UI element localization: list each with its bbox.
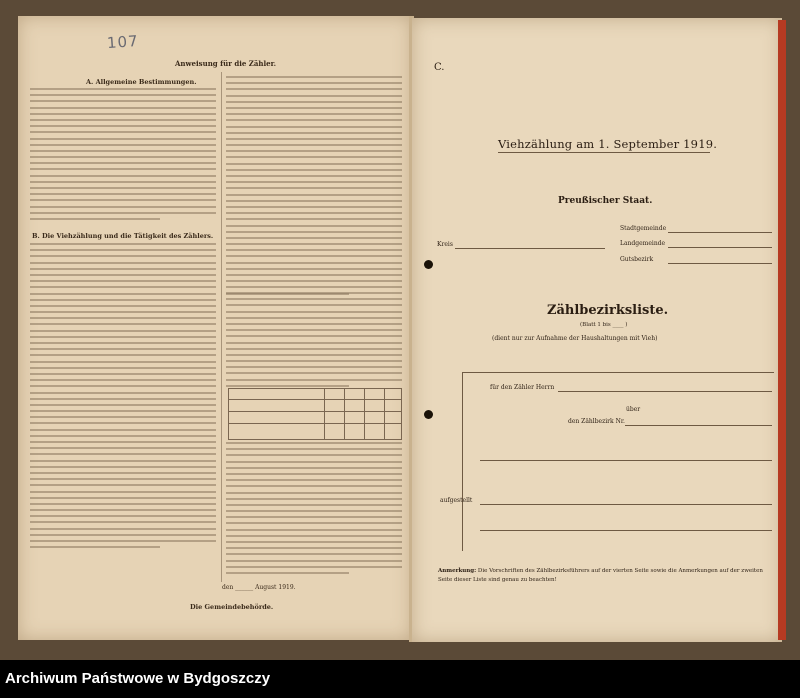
blank-line-3 [480,530,772,531]
livestock-table [228,388,402,440]
signature-municipality: Die Gemeindebehörde. [190,603,274,611]
left-column-text-top [30,88,216,224]
punch-hole-top [424,260,433,269]
remark-text: Die Vorschriften des Zählbezirksführers auf der vierten Seite sowie die Anmerkungen auf der zweiten Seite dieser Liste sind genau zu beachten! [438,568,763,583]
section-b-heading: B. Die Viehzählung und die Tätigkeit des Zählers. [32,232,214,240]
archive-name: Archiwum Państwowe w Bydgoszczy [5,670,271,687]
remark-label: Anmerkung: [438,568,477,574]
handwritten-number: 107 [106,31,140,53]
left-column-text-bottom [30,243,216,552]
kreis-label: Kreis [437,241,453,248]
right-column-text-bottom [226,442,402,578]
list-title: Zählbezirksliste. [547,303,669,318]
remark-note [438,567,778,585]
sheet-number: (Blatt 1 bis ____ ) [580,322,628,328]
district-number-line [625,425,772,426]
right-column-text-mid [226,292,402,391]
archive-footer [0,660,800,698]
enumerator-label: für den Zähler Herrn [490,384,555,391]
gutsbezirk-label: Gutsbezirk [620,256,654,263]
red-page-edge [778,20,786,640]
ueber-label: über [626,406,641,413]
landgemeinde-line [668,247,772,248]
list-subtitle: (dient nur zur Aufnahme der Haushaltungen mit Vieh) [492,335,658,342]
gutsbezirk-line [668,263,772,264]
stadtgemeinde-line [668,232,772,233]
enumerator-box [462,372,774,551]
instructions-title: Anweisung für die Zähler. [175,59,277,68]
punch-hole-bottom [424,410,433,419]
blank-line-1 [480,460,772,461]
state-heading: Preußischer Staat. [558,196,653,206]
column-separator [221,72,222,582]
section-a-heading: A. Allgemeine Bestimmungen. [86,78,197,86]
stadtgemeinde-label: Stadtgemeinde [620,225,667,232]
enumerator-line [558,391,772,392]
district-number-label: den Zählbezirk Nr. [568,418,625,425]
title-underline [498,152,710,153]
census-title: Viehzählung am 1. September 1919. [498,137,718,151]
aufgestellt-label: aufgestellt [440,497,473,504]
blank-line-2 [480,504,772,505]
landgemeinde-label: Landgemeinde [620,240,666,247]
date-line: den ______ August 1919. [222,584,296,591]
form-letter: C. [434,62,445,73]
kreis-line [455,248,605,249]
right-column-text-top [226,76,402,299]
